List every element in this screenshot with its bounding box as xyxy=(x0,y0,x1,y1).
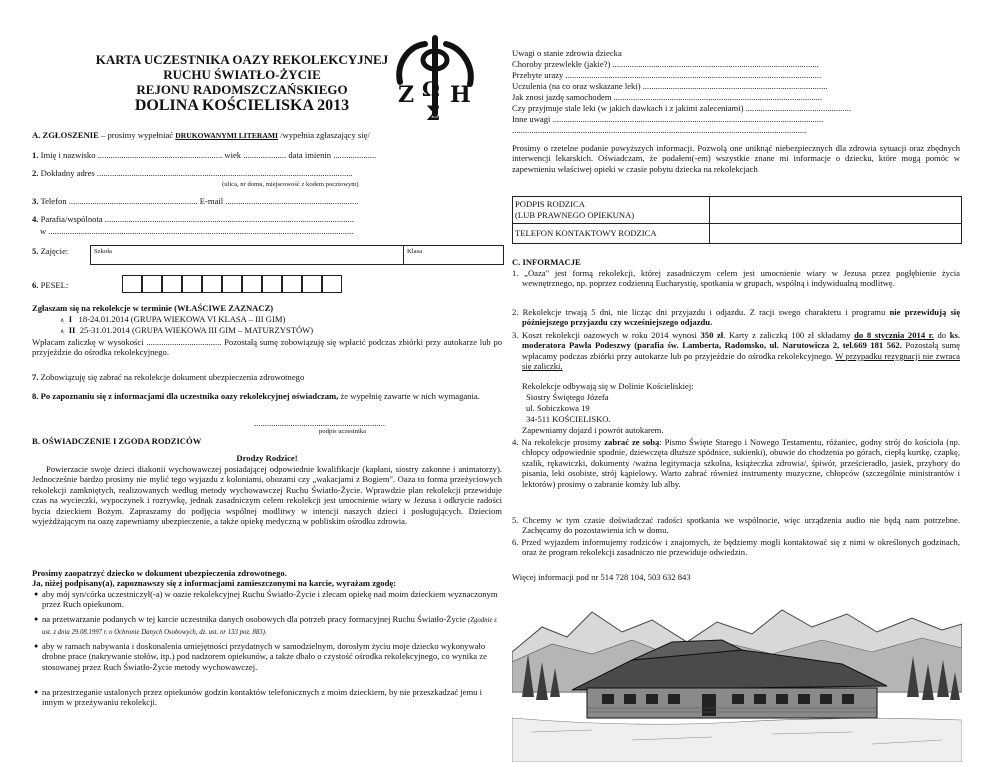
declaration xyxy=(32,391,502,401)
pesel-digit-box[interactable] xyxy=(262,275,282,293)
parent-signature-label: PODPIS RODZICA xyxy=(515,199,585,209)
info-4-text: 4. Na rekolekcje prosimy xyxy=(512,437,605,447)
parish-field-line2[interactable]: w .............................................................................................................................................. xyxy=(40,226,354,236)
pesel-digit-box[interactable] xyxy=(202,275,222,293)
info-3-text-2: . Karty z zaliczką 100 zł składamy xyxy=(723,330,855,340)
section-a-heading: A. ZGŁOSZENIE xyxy=(32,130,99,140)
info-1: 1. „Oaza" jest formą rekolekcji, której zasadniczym celem jest umocnienie wiary w Jezusa przez pogłębienie życia wewnętrznego, np. poprzez codzienną Eucharystię, spotkania w grupach, wspólną i indywidualną modlitwę. xyxy=(512,268,960,289)
parent-phone-label: TELEFON KONTAKTOWY RODZICA xyxy=(515,228,657,238)
section-a-intro-text: – prosimy wypełniać xyxy=(98,130,176,140)
name-field[interactable] xyxy=(32,150,376,160)
pesel-digit-box[interactable] xyxy=(302,275,322,293)
health-line-chronic[interactable]: Choroby przewlekłe (jakie?) ................................................................................................ xyxy=(512,59,819,69)
pesel-digit-box[interactable] xyxy=(282,275,302,293)
card-title-line2: RUCHU ŚWIATŁO-ŻYCIE xyxy=(163,67,321,82)
info-3-text-4: Pozostałą sumę wpłacamy podczas zbiórki przy autokarze lub po przyjeździe do ośrodka rekolekcyjnego. xyxy=(522,340,960,361)
parish-field-label: Parafia/wspólnota .................................................................................................................... xyxy=(38,214,355,224)
field-number: 4. xyxy=(32,214,39,224)
deposit-text: Wpłacam zaliczkę w wysokości ................................... Pozostałą sumę zobowiązuję się wpłacić podczas zbiórki przy autokarze lub po przyjeździe do ośrodka rekolekcyjnego. xyxy=(32,337,502,358)
svg-text:H: H xyxy=(450,82,471,108)
address-field[interactable] xyxy=(32,168,353,178)
insurance-request: Prosimy zaopatrzyć dziecko w dokument ubezpieczenia zdrowotnego. xyxy=(32,568,287,578)
parent-signature-cell[interactable] xyxy=(711,198,959,222)
parent-phone-cell[interactable] xyxy=(711,225,959,242)
price: 350 zł xyxy=(700,330,724,340)
health-line-medication[interactable]: Czy przyjmuje stale leki (w jakich dawkach i z jakimi zaleceniami) ................................................. xyxy=(512,103,851,113)
deadline: do 8 stycznia 2014 r. xyxy=(854,330,934,340)
pesel-digit-box[interactable] xyxy=(162,275,182,293)
consent-item-4: ● na przestrzeganie ustalonych przez opiekunów godzin kontaktów telefonicznych z moim dzieckiem, by nie przeszkadzać jemu i innym w przeżywaniu rekolekcji. xyxy=(42,687,502,708)
field-number: 2. xyxy=(32,168,39,178)
parents-paragraph: Powierzacie swoje dzieci diakonii wychowawczej posiadającej odpowiednie kwalifikacje (kapłani, siostry zakonne i animatorzy). Jednocześnie bardzo prosimy nie mylić tego wyjazdu z koloniami, obozami czy „wakacjami z Bogiem". Oaza to forma przeżyciowych rekolekcji zamkniętych, realizowanych według metody wychowawczej Ruchu Światło-Życie. Wprawdzie plan rekolekcji przewiduje czas na wycieczki, wypoczynek i rozrywkę, jednak zasadniczym celem rekolekcji jest umocnienie wiary w Jezusa i odkrycie radości bycia dzieckiem Bożym. Zapraszamy do podjęcia wspólnej modlitwy w intencji naszych dzieci i posługujących. Dzieciom wyjeżdżającym na oazę zapewniamy ubezpieczenie, a także opiekę medyczną w pobliskim ośrodku zdrowia. xyxy=(32,464,502,527)
field-number: 7. xyxy=(32,372,39,382)
occupation-box[interactable] xyxy=(90,245,504,265)
section-b-heading: B. OŚWIADCZENIE I ZGODA RODZICÓW xyxy=(32,436,202,446)
consent-item-1: ● aby mój syn/córka uczestniczył(-a) w oazie rekolekcyjnej Ruchu Światło-Życie i zlecam opiekę nad moim dzieckiem wyznaczonym przez Ruch opiekunom. xyxy=(42,589,502,610)
term-label-1: 18-24.01.2014 (GRUPA WIEKOWA VI KLASA – III GIM) xyxy=(78,314,286,324)
term-roman-2: II xyxy=(68,325,76,335)
svg-text:Ω: Ω xyxy=(422,77,440,101)
health-line-extra[interactable]: ......................................................................................................................................... xyxy=(512,125,807,135)
phone-email-label: Telefon ............................................................ E-mail .............................................................. xyxy=(38,196,359,206)
health-line-allergies[interactable]: Uczulenia (na co oraz wskazane leki) ...................................................................................... xyxy=(512,81,828,91)
info-5: 5. Chcemy w tym czasie doświadczać radości spotkania we wspólnocie, więc urządzenia audio nie będą nam potrzebne. Zachęcamy do pozostawienia ich w domu. xyxy=(512,515,960,536)
address-field-label: Dokładny adres ....................................................................................................................... xyxy=(38,168,353,178)
participant-signature-label: podpis uczestnika xyxy=(319,428,367,435)
more-info: Więcej informacji pod nr 514 728 104, 503 632 843 xyxy=(512,572,691,582)
section-a-intro-tail: /wypełnia zgłaszający się/ xyxy=(277,130,370,140)
no-refund: W przypadku rezygnacji nie zwraca się zaliczki. xyxy=(522,350,960,372)
declaration-rest: że wypełnię zawarte w nich wymagania. xyxy=(338,391,480,401)
address-hint: (ulica, nr domu, miejscowość z kodem pocztowym) xyxy=(222,181,359,188)
class-label: Klasa xyxy=(407,248,423,255)
health-note: Prosimy o rzetelne podanie powyższych informacji. Pozwolą one uniknąć niebezpiecznych dla zdrowia sytuacji oraz zbędnych interwencji lekarskich. Oświadczam, że podałem(-em) wszystkie znane mi informacje o dziecku, które mogą pomóc w zapewnieniu właściwej opieki w czasie pobytu dziecka na rekolekcjach xyxy=(512,143,960,174)
svg-text:Σ: Σ xyxy=(426,101,441,124)
info-4-list: : Pismo Święte Starego i Nowego Testamentu, różaniec, godny strój do kościoła (np. chłopcy odpowiednie spodnie, dziewczęta dłuższe spódnice, sukienki), obuwie do chodzenia po górach, ciepłą kurtkę, czapkę, szalik, rękawiczki, dokumenty /ważna legitymacja szkolna, książeczka zdrowia/, śpiwór, prześcieradło, jasiek, przybory do pisania, leki osobiste, strój kąpielowy. Warto zabrać również instrumenty muzyczne, chłopców (szczególnie ministrantów i lektorów) prosimy o zabranie komży lub alby. xyxy=(522,437,961,489)
info-2-bold: nie przewidują się późniejszego przyjazdu czy wcześniejszego odjazdu. xyxy=(522,307,961,328)
moderator-contact: ks. moderatora Pawła Podeszwy (parafia św. Lamberta, Radomsko, ul. Narutowicza 2, tel.669 181 562. xyxy=(522,330,960,351)
pesel-digit-box[interactable] xyxy=(242,275,262,293)
info-6: 6. Przed wyjazdem informujemy rodziców i znajomych, że będziemy mogli kontaktować się z nimi w określonych godzinach, oraz że program rekolekcji zasadniczo nie przewiduje odwiedzin. xyxy=(512,537,960,558)
divider xyxy=(403,246,404,264)
info-4-bold: zabrać ze sobą xyxy=(604,437,660,447)
info-4 xyxy=(512,437,960,489)
address-line-1: Siostry Świętego Józefa xyxy=(526,392,609,402)
parent-table xyxy=(512,196,962,244)
address-line-3: 34-511 KOŚCIELISKO. xyxy=(526,414,611,424)
divider xyxy=(513,223,961,224)
pesel-digit-box[interactable] xyxy=(322,275,342,293)
svg-text:Z: Z xyxy=(398,82,415,108)
card-title-line3: REJONU RADOMSZCZAŃSKIEGO xyxy=(136,82,348,97)
address-line-2: ul. Sobiczkowa 19 xyxy=(526,403,590,413)
venue-intro: Rekolekcje odbywają się w Dolinie Kościeliskiej: xyxy=(522,381,694,391)
mountain-lodge-sketch xyxy=(512,582,962,762)
info-2 xyxy=(512,307,960,328)
pesel-digit-box[interactable] xyxy=(222,275,242,293)
consent-item-2-note: (Zgodnie z ust. z dnia 29.08.1997 r. o Ochronie Danych Osobowych, dz. ust. nr 133 poz. 883). xyxy=(42,617,497,637)
mountain-lodge-illustration xyxy=(512,582,962,762)
participant-signature-line[interactable]: ............................................................. xyxy=(254,418,386,428)
info-3-text: 3. Koszt rekolekcji oazowych w roku 2014 wynosi xyxy=(512,330,701,340)
pesel-digit-box[interactable] xyxy=(182,275,202,293)
transport-note: Zapewniamy dojazd i powrót autokarem. xyxy=(522,425,664,435)
phos-zoe-logo-icon xyxy=(390,34,480,124)
card-title-line1: KARTA UCZESTNIKA OAZY REKOLEKCYJNEJ xyxy=(95,52,389,67)
term-label-2: 25-31.01.2014 (GRUPA WIEKOWA III GIM – MATURZYSTÓW) xyxy=(79,325,314,335)
info-3-text-3: do xyxy=(933,330,950,340)
health-title: Uwagi o stanie zdrowia dziecka xyxy=(512,48,622,58)
parent-signature-label-2: (LUB PRAWNEGO OPIEKUNA) xyxy=(515,210,635,220)
info-3 xyxy=(512,330,960,372)
ruch-logo xyxy=(390,34,480,124)
field-number: 6. xyxy=(32,280,39,290)
health-line-injuries[interactable]: Przebyte urazy ....................................................................................................................... xyxy=(512,70,822,80)
name-field-label: Imię i nazwisko .......................................................... wiek .................... data imienin .................... xyxy=(38,150,377,160)
health-line-other[interactable]: Inne uwagi .............................................................................................................................. xyxy=(512,114,824,124)
term-option-2[interactable] xyxy=(60,325,313,337)
consent-item-2 xyxy=(42,614,502,639)
insurance-commitment-text: Zobowiązuję się zabrać na rekolekcje dokument ubezpieczenia zdrowotnego xyxy=(38,372,305,382)
term-heading: Zgłaszam się na rekolekcje w terminie (WŁAŚCIWE ZAZNACZ) xyxy=(32,303,274,313)
consent-item-2-text: na przetwarzanie podanych w tej karcie uczestnika danych osobowych dla potrzeb pracy formacyjnej Ruchu Światło-Życie xyxy=(42,614,468,624)
section-c-heading: C. INFORMACJE xyxy=(512,257,581,267)
field-number: 1. xyxy=(32,150,39,160)
pesel-label xyxy=(32,280,68,290)
consent-item-3: ● aby w ramach nabywania i doskonalenia umiejętności przydatnych w samodzielnym, dorosłym życiu moje dziecko wykonywało drobne prace (nakrywanie stołów, itp.) pod nadzorem opiekunów, a także dbało o czystość ośrodka rekolekcyjnego, co wynika ze stosowanej przez Ruch Światło-Życie metody wychowawczej. xyxy=(42,641,502,672)
info-2-text: 2. Rekolekcje trwają 5 dni, nie licząc dni przyjazdu i odjazdu. Z racji swego charakteru i programu xyxy=(512,307,890,317)
field-number: 3. xyxy=(32,196,39,206)
checkbox-triangle-icon[interactable]: ∧ xyxy=(60,329,65,335)
divider xyxy=(709,197,710,243)
declaration-bold: 8. Po zapoznaniu się z informacjami dla uczestnika oazy rekolekcyjnej oświadczam, xyxy=(32,391,339,401)
phone-email-field[interactable] xyxy=(32,196,359,206)
pesel-digit-box[interactable] xyxy=(122,275,142,293)
greeting: Drodzy Rodzice! xyxy=(236,453,298,463)
card-title-line4: DOLINA KOŚCIELISKA 2013 xyxy=(134,97,350,114)
field-number: 5. xyxy=(32,246,39,256)
pesel-digit-box[interactable] xyxy=(142,275,162,293)
pesel-text: PESEL: xyxy=(38,280,69,290)
capital-letters-note: DRUKOWANYMI LITERAMI xyxy=(175,131,278,140)
term-roman-1: I xyxy=(68,314,73,324)
health-line-travel[interactable]: Jak znosi jazdę samochodem ................................................................................................. xyxy=(512,92,823,102)
consent-intro: Ja, niżej podpisany(a), zapoznawszy się z informacjami zamieszczonymi na karcie, wyrażam zgodę: xyxy=(32,578,397,588)
school-label: Szkoła xyxy=(94,248,112,255)
parish-field[interactable] xyxy=(32,214,354,224)
checkbox-triangle-icon[interactable]: ∧ xyxy=(60,318,65,324)
section-a-intro xyxy=(32,130,370,141)
insurance-commitment xyxy=(32,372,304,382)
occupation-text: Zajęcie: xyxy=(38,246,69,256)
occupation-label xyxy=(32,246,68,256)
